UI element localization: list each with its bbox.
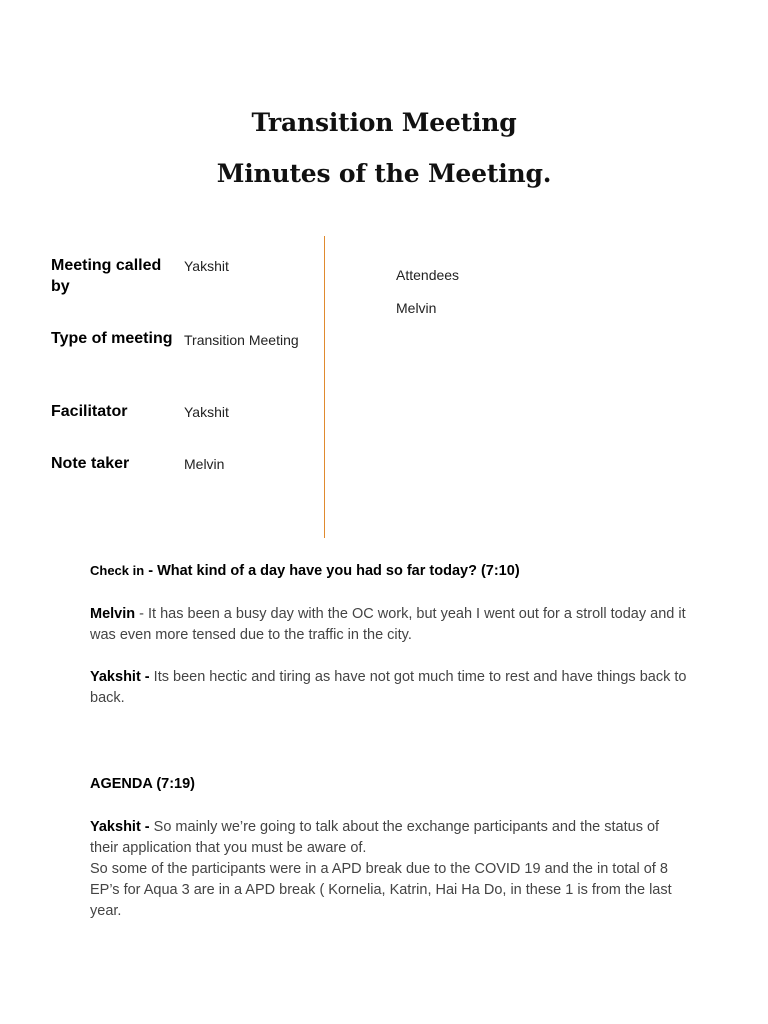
facilitator-label: Facilitator (51, 403, 128, 420)
check-in-separator: - (144, 563, 158, 579)
column-divider (324, 236, 325, 538)
check-in-response-yakshit (90, 667, 690, 709)
document-subtitle: Minutes of the Meeting. (216, 159, 552, 188)
speaker-name: Melvin (90, 606, 136, 622)
document-title: Transition Meeting (251, 108, 517, 137)
facilitator-value: Yakshit (184, 404, 229, 420)
agenda-line-1: So mainly we’re going to talk about the exchange participants and the status of their application that you must be aware of. (90, 819, 660, 856)
attendees-label: Attendees (396, 267, 460, 283)
response-text: Its been hectic and tiring as have not got much time to rest and have things back to back. (90, 669, 687, 706)
agenda-line-2: So some of the participants were in a APD break due to the COVID 19 and the in total of 8 EP’s for Aqua 3 are in a APD break ( Kornelia, Katrin, Hai Ha Do, in these 1 is from the last year. (90, 861, 672, 919)
check-in-prefix: Check in (90, 563, 145, 578)
check-in-response-melvin (90, 604, 690, 646)
type-of-meeting-value: Transition Meeting (184, 332, 299, 348)
meeting-called-by-value: Yakshit (184, 258, 229, 274)
response-text: It has been a busy day with the OC work, but yeah I went out for a stroll today and it was even more tensed due to the traffic in the city. (90, 606, 686, 643)
response-separator: - (135, 606, 149, 622)
attendee-name: Melvin (396, 300, 437, 316)
type-of-meeting-label: Type of meeting (51, 330, 173, 347)
check-in-question: What kind of a day have you had so far today? (7:10) (157, 563, 520, 579)
check-in-heading (90, 563, 520, 579)
note-taker-value: Melvin (184, 456, 225, 472)
note-taker-label: Note taker (51, 455, 130, 472)
speaker-name: Yakshit - (90, 669, 150, 685)
agenda-heading: AGENDA (7:19) (90, 776, 196, 792)
meeting-called-by-label: Meeting called by (51, 257, 162, 295)
speaker-name: Yakshit - (90, 819, 150, 835)
agenda-paragraph (90, 817, 690, 922)
